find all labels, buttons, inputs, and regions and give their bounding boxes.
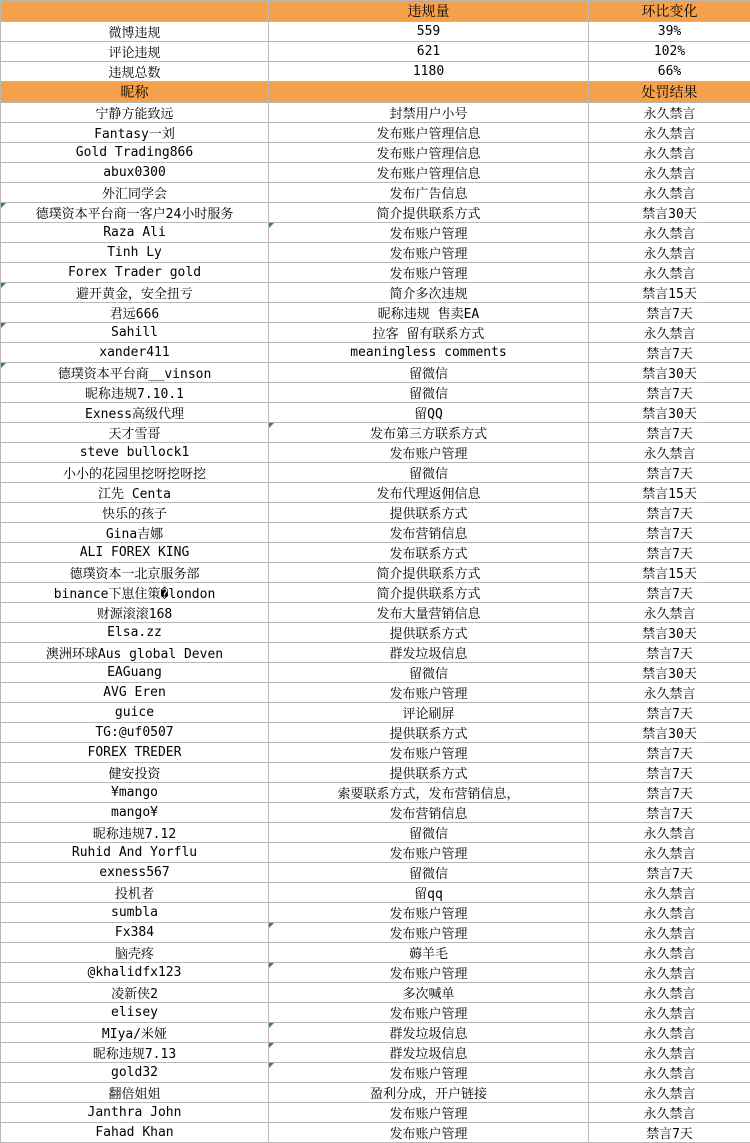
summary-change-cell[interactable]: 39% <box>589 22 750 42</box>
list-cell-reason[interactable]: 发布代理返佣信息 <box>269 483 589 503</box>
list-row <box>1 943 750 963</box>
list-cell-nickname[interactable]: AVG Eren <box>1 683 269 703</box>
list-row <box>1 523 750 543</box>
list-cell-reason[interactable]: 发布账户管理 <box>269 263 589 283</box>
list-cell-nickname[interactable]: 凌新侠2 <box>1 983 269 1003</box>
list-cell-nickname[interactable]: 翻倍姐姐 <box>1 1083 269 1103</box>
list-cell-reason[interactable]: 留微信 <box>269 823 589 843</box>
list-row <box>1 463 750 483</box>
list-cell-penalty[interactable]: 永久禁言 <box>589 1063 750 1083</box>
list-cell-penalty[interactable]: 永久禁言 <box>589 923 750 943</box>
list-cell-penalty[interactable]: 永久禁言 <box>589 903 750 923</box>
list-row <box>1 883 750 903</box>
list-cell-penalty[interactable]: 禁言30天 <box>589 623 750 643</box>
list-cell-penalty[interactable]: 禁言7天 <box>589 803 750 823</box>
list-cell-reason[interactable]: 群发垃圾信息 <box>269 1043 589 1063</box>
list-cell-penalty[interactable]: 永久禁言 <box>589 943 750 963</box>
list-cell-reason[interactable]: 发布账户管理 <box>269 1063 589 1083</box>
list-cell-reason[interactable]: 发布账户管理 <box>269 443 589 463</box>
list-cell-reason[interactable]: 发布账户管理 <box>269 903 589 923</box>
list-cell-penalty[interactable]: 永久禁言 <box>589 983 750 1003</box>
summary-header-cell-1[interactable] <box>1 1 269 22</box>
list-cell-penalty[interactable]: 禁言7天 <box>589 583 750 603</box>
list-cell-nickname[interactable]: guice <box>1 703 269 723</box>
list-row <box>1 743 750 763</box>
list-cell-penalty[interactable]: 禁言7天 <box>589 863 750 883</box>
list-cell-penalty[interactable]: 永久禁言 <box>589 123 750 143</box>
list-cell-reason[interactable]: meaningless comments <box>269 343 589 363</box>
violation-table-body <box>1 1 750 1143</box>
list-cell-penalty[interactable]: 永久禁言 <box>589 163 750 183</box>
list-cell-reason[interactable]: 封禁用户小号 <box>269 103 589 123</box>
list-cell-penalty[interactable]: 禁言30天 <box>589 203 750 223</box>
list-cell-penalty[interactable]: 禁言30天 <box>589 663 750 683</box>
list-cell-penalty[interactable]: 永久禁言 <box>589 183 750 203</box>
list-cell-reason[interactable]: 多次喊单 <box>269 983 589 1003</box>
list-row <box>1 583 750 603</box>
list-cell-reason[interactable]: 留微信 <box>269 663 589 683</box>
list-cell-nickname[interactable]: Elsa.zz <box>1 623 269 643</box>
list-cell-reason[interactable]: 群发垃圾信息 <box>269 1023 589 1043</box>
list-cell-penalty[interactable]: 禁言15天 <box>589 563 750 583</box>
list-row <box>1 343 750 363</box>
list-cell-nickname[interactable]: 小小的花园里挖呀挖呀挖 <box>1 463 269 483</box>
list-cell-penalty[interactable]: 禁言7天 <box>589 543 750 563</box>
list-row <box>1 763 750 783</box>
summary-label-cell[interactable]: 评论违规 <box>1 42 269 62</box>
list-cell-nickname[interactable]: 昵称违规7.13 <box>1 1043 269 1063</box>
list-cell-nickname[interactable]: Gold Trading866 <box>1 143 269 163</box>
list-row <box>1 703 750 723</box>
list-row <box>1 183 750 203</box>
list-cell-penalty[interactable]: 永久禁言 <box>589 603 750 623</box>
list-cell-penalty[interactable]: 永久禁言 <box>589 683 750 703</box>
list-row <box>1 1063 750 1083</box>
list-row <box>1 483 750 503</box>
list-row <box>1 123 750 143</box>
list-cell-penalty[interactable]: 禁言7天 <box>589 463 750 483</box>
list-cell-nickname[interactable]: 君远666 <box>1 303 269 323</box>
summary-header-cell-2[interactable]: 违规量 <box>269 1 589 22</box>
list-cell-reason[interactable]: 发布账户管理 <box>269 223 589 243</box>
list-cell-nickname[interactable]: 外汇同学会 <box>1 183 269 203</box>
list-cell-penalty[interactable]: 禁言30天 <box>589 403 750 423</box>
list-row <box>1 623 750 643</box>
list-cell-nickname[interactable]: ¥mango <box>1 783 269 803</box>
list-cell-reason[interactable]: 提供联系方式 <box>269 763 589 783</box>
list-cell-nickname[interactable]: Fahad Khan <box>1 1123 269 1143</box>
list-cell-penalty[interactable]: 永久禁言 <box>589 823 750 843</box>
list-cell-nickname[interactable]: 江先 Centa <box>1 483 269 503</box>
summary-row <box>1 42 750 62</box>
list-cell-penalty[interactable]: 永久禁言 <box>589 1043 750 1063</box>
list-cell-penalty[interactable]: 禁言7天 <box>589 423 750 443</box>
list-cell-nickname[interactable]: gold32 <box>1 1063 269 1083</box>
list-cell-penalty[interactable]: 禁言7天 <box>589 743 750 763</box>
list-row <box>1 1123 750 1143</box>
list-cell-reason[interactable]: 留微信 <box>269 463 589 483</box>
summary-change-cell[interactable]: 102% <box>589 42 750 62</box>
list-cell-penalty[interactable]: 永久禁言 <box>589 843 750 863</box>
list-cell-penalty[interactable]: 禁言30天 <box>589 723 750 743</box>
list-row <box>1 603 750 623</box>
list-cell-nickname[interactable]: @khalidfx123 <box>1 963 269 983</box>
list-cell-nickname[interactable]: 宁静方能致远 <box>1 103 269 123</box>
list-cell-nickname[interactable]: 澳洲环球Aus global Deven <box>1 643 269 663</box>
list-cell-nickname[interactable]: 昵称违规7.12 <box>1 823 269 843</box>
list-cell-penalty[interactable]: 永久禁言 <box>589 443 750 463</box>
list-row <box>1 903 750 923</box>
list-cell-reason[interactable]: 发布广告信息 <box>269 183 589 203</box>
list-cell-nickname[interactable]: binance下崽住策�london <box>1 583 269 603</box>
list-cell-penalty[interactable]: 永久禁言 <box>589 243 750 263</box>
list-cell-nickname[interactable]: 德璞资本平台商__vinson <box>1 363 269 383</box>
summary-count-cell[interactable]: 621 <box>269 42 589 62</box>
list-cell-penalty[interactable]: 禁言15天 <box>589 283 750 303</box>
list-row <box>1 503 750 523</box>
list-cell-reason[interactable]: 发布账户管理信息 <box>269 123 589 143</box>
list-row <box>1 383 750 403</box>
list-row <box>1 1043 750 1063</box>
list-cell-nickname[interactable]: sumbla <box>1 903 269 923</box>
list-cell-penalty[interactable]: 永久禁言 <box>589 103 750 123</box>
list-cell-reason[interactable]: 简介提供联系方式 <box>269 583 589 603</box>
list-cell-reason[interactable]: 发布账户管理 <box>269 923 589 943</box>
list-row <box>1 283 750 303</box>
list-row <box>1 323 750 343</box>
list-cell-nickname[interactable]: steve bullock1 <box>1 443 269 463</box>
list-cell-penalty[interactable]: 禁言7天 <box>589 523 750 543</box>
list-cell-penalty[interactable]: 永久禁言 <box>589 963 750 983</box>
list-cell-nickname[interactable]: 天才雪哥 <box>1 423 269 443</box>
list-cell-nickname[interactable]: 避开黄金，安全扭亏 <box>1 283 269 303</box>
list-cell-penalty[interactable]: 永久禁言 <box>589 883 750 903</box>
list-cell-reason[interactable]: 简介提供联系方式 <box>269 563 589 583</box>
list-cell-nickname[interactable]: MIya/米娅 <box>1 1023 269 1043</box>
summary-row <box>1 62 750 82</box>
list-header-nickname[interactable]: 昵称 <box>1 82 269 103</box>
list-cell-reason[interactable]: 发布账户管理 <box>269 1103 589 1123</box>
list-cell-nickname[interactable]: 快乐的孩子 <box>1 503 269 523</box>
list-cell-reason[interactable]: 留微信 <box>269 863 589 883</box>
list-cell-nickname[interactable]: elisey <box>1 1003 269 1023</box>
list-row <box>1 363 750 383</box>
list-cell-penalty[interactable]: 禁言7天 <box>589 303 750 323</box>
list-row <box>1 1083 750 1103</box>
list-row <box>1 303 750 323</box>
summary-count-cell[interactable]: 559 <box>269 22 589 42</box>
list-cell-penalty[interactable]: 禁言15天 <box>589 483 750 503</box>
list-cell-reason[interactable]: 发布第三方联系方式 <box>269 423 589 443</box>
list-cell-penalty[interactable]: 永久禁言 <box>589 1103 750 1123</box>
list-cell-reason[interactable]: 简介多次违规 <box>269 283 589 303</box>
list-cell-reason[interactable]: 简介提供联系方式 <box>269 203 589 223</box>
list-cell-penalty[interactable]: 永久禁言 <box>589 1083 750 1103</box>
list-cell-penalty[interactable]: 禁言30天 <box>589 363 750 383</box>
list-cell-nickname[interactable]: Exness高级代理 <box>1 403 269 423</box>
list-row <box>1 563 750 583</box>
list-cell-reason[interactable]: 留QQ <box>269 403 589 423</box>
list-cell-penalty[interactable]: 永久禁言 <box>589 323 750 343</box>
list-cell-penalty[interactable]: 永久禁言 <box>589 223 750 243</box>
list-cell-reason[interactable]: 发布账户管理 <box>269 843 589 863</box>
list-cell-penalty[interactable]: 永久禁言 <box>589 143 750 163</box>
list-cell-nickname[interactable]: xander411 <box>1 343 269 363</box>
list-cell-reason[interactable]: 发布账户管理信息 <box>269 143 589 163</box>
list-cell-penalty[interactable]: 禁言7天 <box>589 503 750 523</box>
list-cell-nickname[interactable]: 昵称违规7.10.1 <box>1 383 269 403</box>
list-cell-penalty[interactable]: 禁言7天 <box>589 343 750 363</box>
list-cell-reason[interactable]: 提供联系方式 <box>269 503 589 523</box>
list-cell-nickname[interactable]: Forex Trader gold <box>1 263 269 283</box>
summary-row <box>1 22 750 42</box>
list-cell-reason[interactable]: 群发垃圾信息 <box>269 643 589 663</box>
list-cell-reason[interactable]: 昵称违规 售卖EA <box>269 303 589 323</box>
list-row <box>1 203 750 223</box>
list-row <box>1 723 750 743</box>
list-cell-nickname[interactable]: Raza Ali <box>1 223 269 243</box>
summary-label-cell[interactable]: 微博违规 <box>1 22 269 42</box>
list-cell-reason[interactable]: 发布联系方式 <box>269 543 589 563</box>
list-row <box>1 103 750 123</box>
list-cell-reason[interactable]: 发布账户管理 <box>269 243 589 263</box>
list-row <box>1 223 750 243</box>
list-row <box>1 863 750 883</box>
list-row <box>1 923 750 943</box>
list-cell-reason[interactable]: 留微信 <box>269 363 589 383</box>
list-cell-nickname[interactable]: FOREX TREDER <box>1 743 269 763</box>
list-cell-nickname[interactable]: Ruhid And Yorflu <box>1 843 269 863</box>
list-cell-penalty[interactable]: 永久禁言 <box>589 1023 750 1043</box>
list-cell-nickname[interactable]: 财源滚滚168 <box>1 603 269 623</box>
list-row <box>1 1103 750 1123</box>
list-cell-reason[interactable]: 发布账户管理 <box>269 1003 589 1023</box>
list-row <box>1 1023 750 1043</box>
list-row <box>1 783 750 803</box>
list-cell-reason[interactable]: 评论刷屏 <box>269 703 589 723</box>
list-cell-nickname[interactable]: Fantasy一刘 <box>1 123 269 143</box>
summary-change-cell[interactable]: 66% <box>589 62 750 82</box>
list-row <box>1 423 750 443</box>
list-cell-nickname[interactable]: 健安投资 <box>1 763 269 783</box>
list-cell-penalty[interactable]: 禁言7天 <box>589 763 750 783</box>
list-header-row <box>1 82 750 103</box>
list-cell-nickname[interactable]: exness567 <box>1 863 269 883</box>
list-header-reason[interactable] <box>269 82 589 103</box>
summary-header-cell-3[interactable]: 环比变化 <box>589 1 750 22</box>
list-row <box>1 643 750 663</box>
list-cell-nickname[interactable]: EAGuang <box>1 663 269 683</box>
list-cell-reason[interactable]: 盈利分成，开户链接 <box>269 1083 589 1103</box>
list-cell-reason[interactable]: 提供联系方式 <box>269 623 589 643</box>
list-cell-reason[interactable]: 发布大量营销信息 <box>269 603 589 623</box>
list-cell-reason[interactable]: 发布营销信息 <box>269 803 589 823</box>
list-cell-nickname[interactable]: TG:@uf0507 <box>1 723 269 743</box>
list-cell-nickname[interactable]: ALI FOREX KING <box>1 543 269 563</box>
list-cell-nickname[interactable]: 投机者 <box>1 883 269 903</box>
summary-label-cell[interactable]: 违规总数 <box>1 62 269 82</box>
list-cell-penalty[interactable]: 禁言7天 <box>589 703 750 723</box>
list-row <box>1 163 750 183</box>
list-row <box>1 983 750 1003</box>
list-cell-nickname[interactable]: abux0300 <box>1 163 269 183</box>
list-cell-nickname[interactable]: Sahill <box>1 323 269 343</box>
list-cell-nickname[interactable]: 脑壳疼 <box>1 943 269 963</box>
list-cell-reason[interactable]: 拉客 留有联系方式 <box>269 323 589 343</box>
list-cell-nickname[interactable]: 德璞资本一北京服务部 <box>1 563 269 583</box>
summary-header-row <box>1 1 750 22</box>
list-cell-nickname[interactable]: Gina吉娜 <box>1 523 269 543</box>
summary-count-cell[interactable]: 1180 <box>269 62 589 82</box>
list-cell-reason[interactable]: 提供联系方式 <box>269 723 589 743</box>
list-cell-penalty[interactable]: 禁言7天 <box>589 383 750 403</box>
list-row <box>1 403 750 423</box>
list-cell-reason[interactable]: 留qq <box>269 883 589 903</box>
list-cell-penalty[interactable]: 永久禁言 <box>589 263 750 283</box>
list-cell-penalty[interactable]: 禁言7天 <box>589 643 750 663</box>
list-row <box>1 663 750 683</box>
list-cell-reason[interactable]: 发布营销信息 <box>269 523 589 543</box>
list-cell-reason[interactable]: 发布账户管理 <box>269 1123 589 1143</box>
list-cell-penalty[interactable]: 永久禁言 <box>589 1003 750 1023</box>
list-cell-reason[interactable]: 发布账户管理 <box>269 743 589 763</box>
list-cell-nickname[interactable]: 德璞资本平台商一客户24小时服务 <box>1 203 269 223</box>
list-cell-reason[interactable]: 薅羊毛 <box>269 943 589 963</box>
list-row <box>1 843 750 863</box>
list-row <box>1 963 750 983</box>
list-cell-reason[interactable]: 发布账户管理信息 <box>269 163 589 183</box>
list-row <box>1 263 750 283</box>
list-cell-nickname[interactable]: Janthra John <box>1 1103 269 1123</box>
list-row <box>1 543 750 563</box>
list-cell-penalty[interactable]: 禁言7天 <box>589 783 750 803</box>
list-row <box>1 803 750 823</box>
list-cell-reason[interactable]: 索要联系方式，发布营销信息， <box>269 783 589 803</box>
list-cell-reason[interactable]: 发布账户管理 <box>269 683 589 703</box>
list-header-penalty[interactable]: 处罚结果 <box>589 82 750 103</box>
list-cell-reason[interactable]: 发布账户管理 <box>269 963 589 983</box>
list-row <box>1 243 750 263</box>
list-cell-nickname[interactable]: Fx384 <box>1 923 269 943</box>
list-row <box>1 823 750 843</box>
list-row <box>1 1003 750 1023</box>
list-cell-nickname[interactable]: mango¥ <box>1 803 269 823</box>
list-cell-nickname[interactable]: Tinh Ly <box>1 243 269 263</box>
list-row <box>1 443 750 463</box>
list-cell-reason[interactable]: 留微信 <box>269 383 589 403</box>
list-row <box>1 683 750 703</box>
list-row <box>1 143 750 163</box>
list-cell-penalty[interactable]: 禁言7天 <box>589 1123 750 1143</box>
